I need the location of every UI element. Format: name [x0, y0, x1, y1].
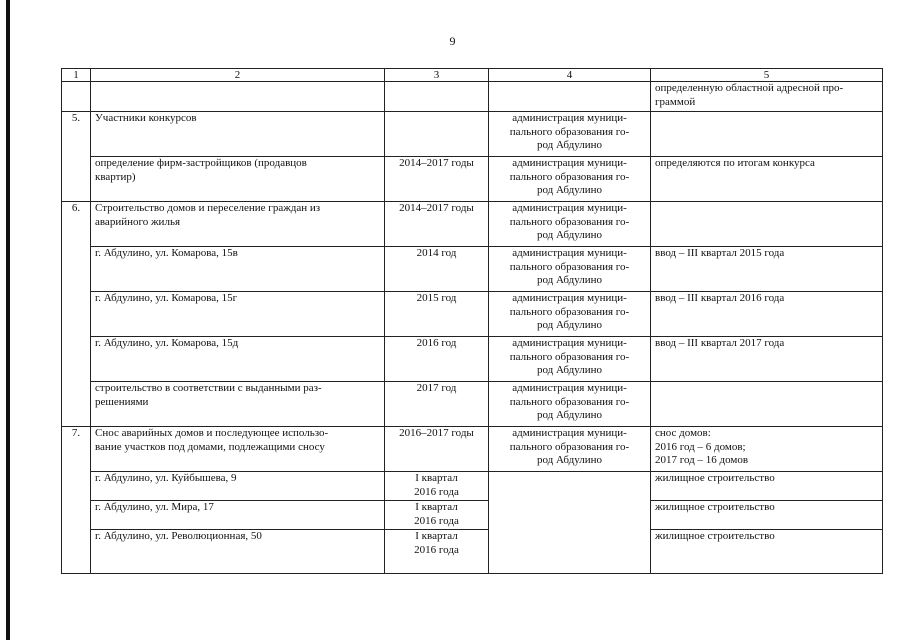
- table-row: [62, 112, 883, 157]
- column-header: 5: [651, 69, 883, 82]
- executor-cell: администрация муници- пального образования го- род Абдулино: [489, 112, 651, 157]
- activity-cell: Строительство домов и переселение граждан из аварийного жилья: [91, 202, 385, 247]
- table-row: [62, 472, 883, 501]
- executor-cell: [489, 82, 651, 112]
- result-cell: ввод – III квартал 2017 года: [651, 337, 883, 382]
- page-number: 9: [449, 34, 456, 48]
- executor-cell: [489, 472, 651, 574]
- result-cell: жилищное строительство: [651, 472, 883, 501]
- result-cell: [651, 202, 883, 247]
- result-cell: [651, 382, 883, 427]
- result-cell: определенную областной адресной про- граммой: [651, 82, 883, 112]
- activity-cell: г. Абдулино, ул. Комарова, 15д: [91, 337, 385, 382]
- table-row: [62, 337, 883, 382]
- executor-cell: администрация муници- пального образования го- род Абдулино: [489, 202, 651, 247]
- executor-cell: администрация муници- пального образования го- род Абдулино: [489, 337, 651, 382]
- table-row: [62, 427, 883, 472]
- term-cell: [385, 82, 489, 112]
- result-cell: жилищное строительство: [651, 501, 883, 530]
- executor-cell: администрация муници- пального образования го- род Абдулино: [489, 292, 651, 337]
- term-cell: 2017 год: [385, 382, 489, 427]
- activity-cell: определение фирм-застройщиков (продавцов квартир): [91, 157, 385, 202]
- row-number: 5.: [62, 112, 91, 202]
- result-cell: ввод – III квартал 2016 года: [651, 292, 883, 337]
- table-row: [62, 292, 883, 337]
- activity-cell: [91, 82, 385, 112]
- table-row: [62, 530, 883, 574]
- column-header: 1: [62, 69, 91, 82]
- table-row: [62, 382, 883, 427]
- activity-cell: г. Абдулино, ул. Мира, 17: [91, 501, 385, 530]
- table-row: [62, 247, 883, 292]
- column-header: 2: [91, 69, 385, 82]
- table-row: [62, 82, 883, 112]
- activity-cell: г. Абдулино, ул. Комарова, 15г: [91, 292, 385, 337]
- term-cell: 2014 год: [385, 247, 489, 292]
- column-header: 3: [385, 69, 489, 82]
- table-row: [62, 157, 883, 202]
- executor-cell: администрация муници- пального образования го- род Абдулино: [489, 382, 651, 427]
- result-cell: жилищное строительство: [651, 530, 883, 574]
- page-left-edge: [6, 0, 10, 640]
- term-cell: [385, 112, 489, 157]
- plan-table: [61, 68, 883, 574]
- row-number: [62, 82, 91, 112]
- term-cell: I квартал 2016 года: [385, 501, 489, 530]
- term-cell: I квартал 2016 года: [385, 530, 489, 574]
- table-row: [62, 202, 883, 247]
- activity-cell: г. Абдулино, ул. Комарова, 15в: [91, 247, 385, 292]
- row-number: 6.: [62, 202, 91, 427]
- result-cell: определяются по итогам конкурса: [651, 157, 883, 202]
- executor-cell: администрация муници- пального образования го- род Абдулино: [489, 427, 651, 472]
- term-cell: 2014–2017 годы: [385, 157, 489, 202]
- executor-cell: администрация муници- пального образования го- род Абдулино: [489, 157, 651, 202]
- result-cell: снос домов: 2016 год – 6 домов; 2017 год – 16 домов: [651, 427, 883, 472]
- term-cell: 2014–2017 годы: [385, 202, 489, 247]
- result-cell: [651, 112, 883, 157]
- activity-cell: Снос аварийных домов и последующее использо- вание участков под домами, подлежащими сносу: [91, 427, 385, 472]
- term-cell: 2016 год: [385, 337, 489, 382]
- table-row: [62, 501, 883, 530]
- activity-cell: г. Абдулино, ул. Куйбышева, 9: [91, 472, 385, 501]
- term-cell: 2015 год: [385, 292, 489, 337]
- term-cell: I квартал 2016 года: [385, 472, 489, 501]
- result-cell: ввод – III квартал 2015 года: [651, 247, 883, 292]
- activity-cell: Участники конкурсов: [91, 112, 385, 157]
- term-cell: 2016–2017 годы: [385, 427, 489, 472]
- column-header: 4: [489, 69, 651, 82]
- header-row: [62, 69, 883, 82]
- activity-cell: строительство в соответствии с выданными раз- решениями: [91, 382, 385, 427]
- activity-cell: г. Абдулино, ул. Революционная, 50: [91, 530, 385, 574]
- executor-cell: администрация муници- пального образования го- род Абдулино: [489, 247, 651, 292]
- row-number: 7.: [62, 427, 91, 574]
